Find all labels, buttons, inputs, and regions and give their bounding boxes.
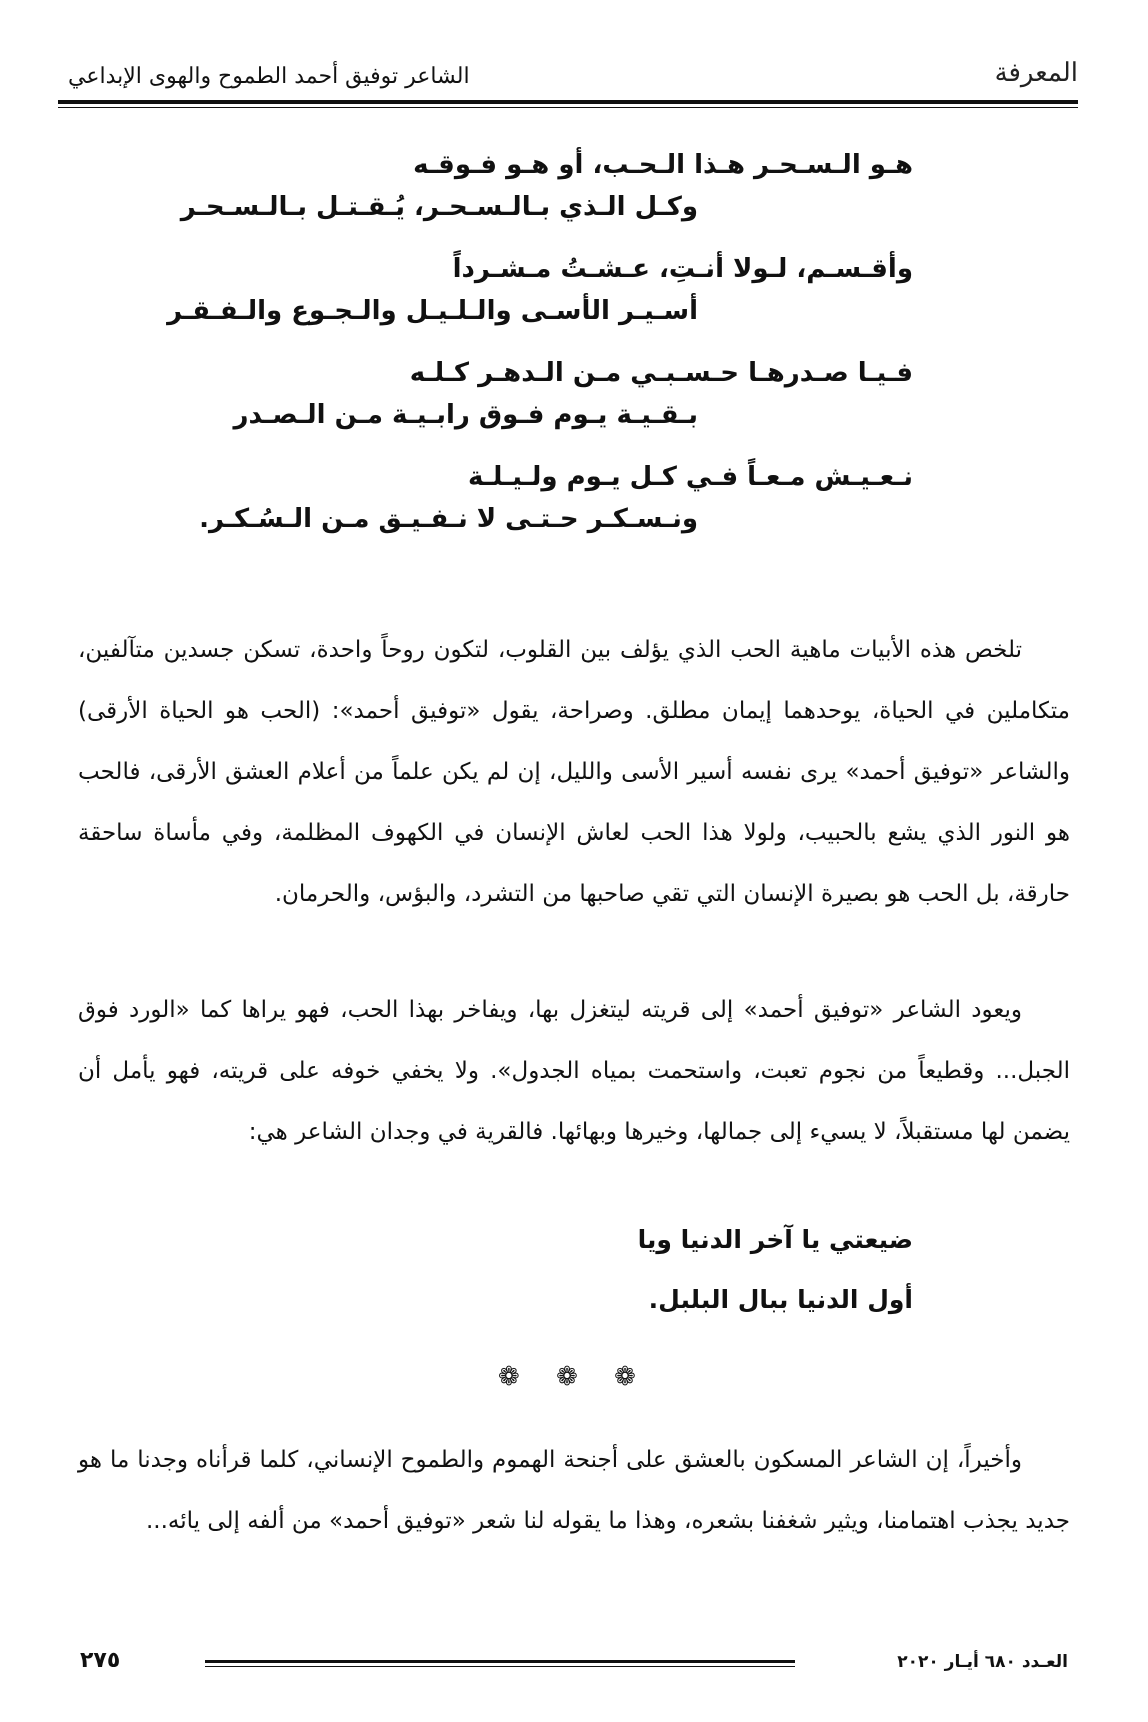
poem-verse: وأقـسـم، لـولا أنـتِ، عـشـتُ مـشـرداً <box>452 254 913 284</box>
paragraph-text: وأخيراً، إن الشاعر المسكون بالعشق على أجنحة الهموم والطموح الإنساني، كلما قرأناه وجدنا ما هو جديد يجذب اهتمامنا، ويثير شغفنا بشعره، وهذا ما يقوله لنا شعر «توفيق أحمد» من ألفه إلى يائه... <box>78 1447 1070 1534</box>
magazine-logo: المعرفة <box>994 58 1078 88</box>
header-rule <box>58 100 1078 104</box>
issue-label: العـدد ٦٨٠ أيـار ٢٠٢٠ <box>897 1652 1068 1672</box>
poem-verse: فـيـا صـدرهـا حـسـبـي مـن الـدهـر كـلـه <box>409 358 913 388</box>
short-verse: أول الدنيا ببال البلبل. <box>648 1285 913 1314</box>
short-verse: ضيعتي يا آخر الدنيا ويا <box>637 1225 913 1254</box>
footer-rule <box>205 1660 795 1663</box>
page-header <box>58 58 1078 98</box>
body-paragraph-1 <box>78 620 1070 925</box>
running-title: الشاعر توفيق أحمد الطموح والهوى الإبداعي <box>68 64 470 89</box>
header-rule-thin <box>58 107 1078 108</box>
paragraph-text: ويعود الشاعر «توفيق أحمد» إلى قريته ليتغزل بها، ويفاخر بهذا الحب، فهو يراها كما «الورد فوق الجبل... وقطيعاً من نجوم تعبت، واستحمت بمياه الجدول». ولا يخفي خوفه على قريته، فهو يأمل أن يضمن لها مستقبلاً، لا يسيء إلى جمالها، وخيرها وبهائها. فالقرية في وجدان الشاعر هي: <box>78 997 1070 1145</box>
paragraph-text: تلخص هذه الأبيات ماهية الحب الذي يؤلف بين القلوب، لتكون روحاً واحدة، تسكن جسدين متآلفين، متكاملين في الحياة، يوحدهما إيمان مطلق. وصراحة، يقول «توفيق أحمد»: (الحب هو الحياة الأرقى) والشاعر «توفيق أحمد» يرى نفسه أسير الأسى والليل، إن لم يكن علماً من أعلام العشق الأرقى، فالحب هو النور الذي يشع بالحبيب، ولولا هذا الحب لعاش الإنسان في الكهوف المظلمة، وفي مأساة ساحقة حارقة، بل الحب هو بصيرة الإنسان التي تقي صاحبها من التشرد، والبؤس، والحرمان. <box>78 637 1070 907</box>
poem-verse: بـقـيـة يـوم فـوق رابـيـة مـن الـصـدر <box>233 400 698 430</box>
poem-verse: أسـيـر الأسـى والـلـيـل والـجـوع والـفـقـر <box>167 296 698 326</box>
poem-verse: نـعـيـش مـعـاً فـي كـل يـوم ولـيـلـة <box>467 462 913 492</box>
footer-rule-thin <box>205 1666 795 1667</box>
poem-verse: وكـل الـذي بـالـسـحـر، يُـقـتـل بـالـسـحـر <box>180 192 698 222</box>
poem-verse: ونـسـكـر حـتـى لا نـفـيـق مـن الـسُـكـر. <box>199 504 698 534</box>
section-ornament: ❁ ❁ ❁ <box>498 1362 650 1392</box>
page-number: ٢٧٥ <box>80 1648 121 1673</box>
body-paragraph-2 <box>78 980 1070 1163</box>
poem-verse: هـو الـسـحـر هـذا الـحـب، أو هـو فـوقـه <box>413 150 913 180</box>
body-paragraph-3 <box>78 1430 1070 1552</box>
